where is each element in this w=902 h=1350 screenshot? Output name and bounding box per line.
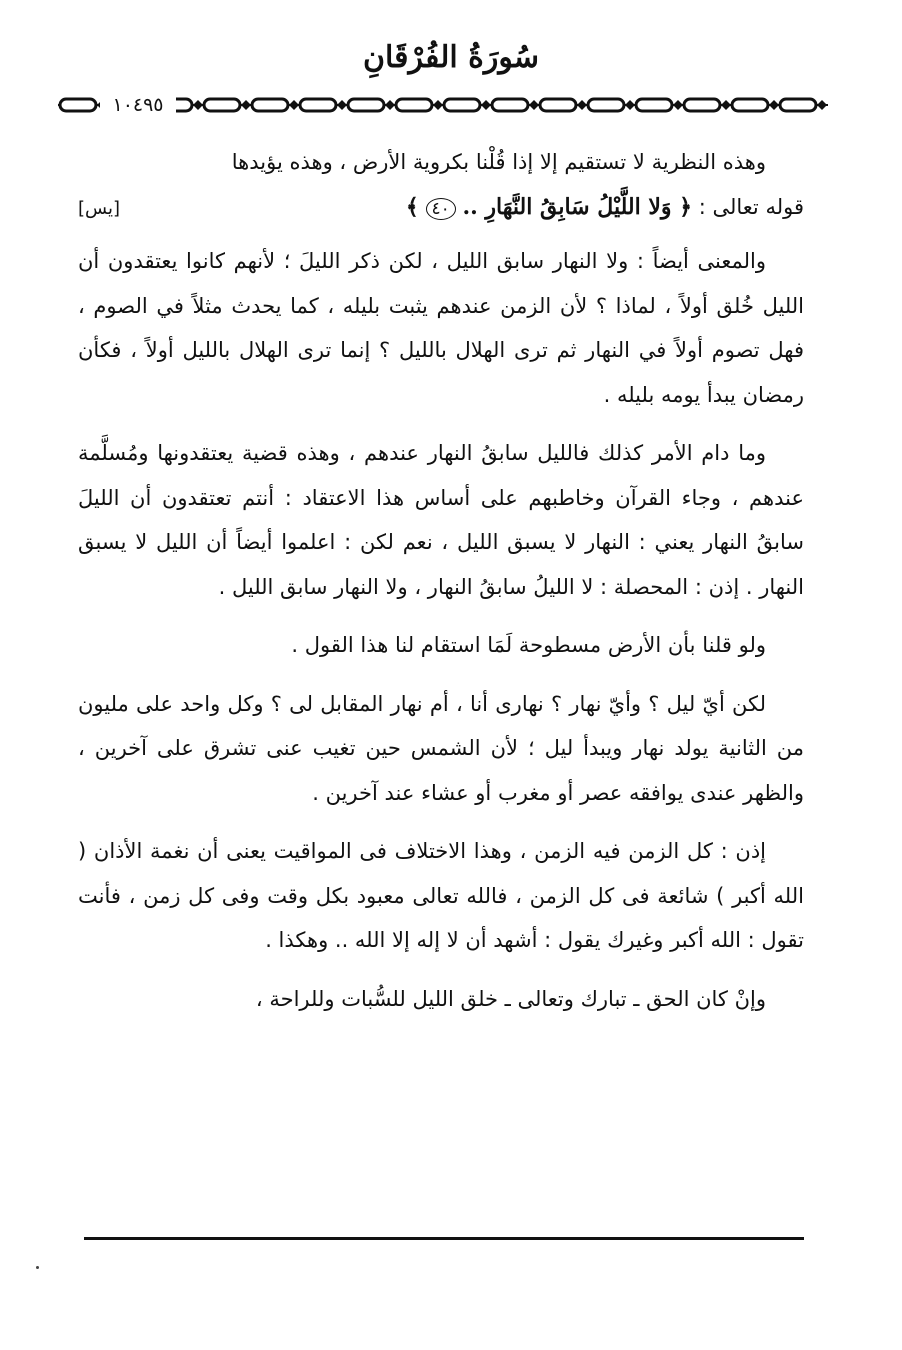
chain-diamond (481, 100, 491, 110)
paragraph-6: إذن : كل الزمن فيه الزمن ، وهذا الاختلاف فى المواقيت يعنى أن نغمة الأذان ( الله أكبر ) شائعة فى كل الزمن ، فالله تعالى معبود بكل وقت وفى كل زمن ، فأنت تقول : الله أكبر وغيرك يقول : أشهد أن لا إله إلا الله .. وهكذا . (78, 839, 804, 952)
paragraph-1-line-1: وهذه النظرية لا تستقيم إلا إذا قُلْنا بكروية الأرض ، وهذه يؤيدها (231, 150, 766, 174)
chain-diamond (433, 100, 443, 110)
chain-link (780, 99, 816, 111)
chain-diamond (625, 100, 635, 110)
chain-link (252, 99, 288, 111)
paragraph-2: والمعنى أيضاً : ولا النهار سابق الليل ، لكن ذكر الليلَ ؛ لأنهم كانوا يعتقدون أن الليل خُلق أولاً ، لماذا ؟ لأن الزمن عندهم يثبت بليله ، كما يحدث مثلاً في الصوم ، فهل تصوم أولاً في النهار ثم ترى الهلال بالليل ؟ إنما ترى الهلال بالليل أولاً ، فكأن رمضان يبدأ يومه بليله . (78, 249, 804, 407)
chain-diamond (769, 100, 779, 110)
scan-speck (36, 1266, 39, 1269)
chain-link (348, 99, 384, 111)
verse-citation (406, 185, 804, 230)
chain-diamond (673, 100, 683, 110)
paragraph-1 (78, 140, 804, 231)
chain-link (684, 99, 720, 111)
chain-link (300, 99, 336, 111)
chain-link (444, 99, 480, 111)
verse-lead: قوله تعالى : (698, 194, 804, 219)
quran-verse: ﴿ وَلا اللَّيْلُ سَابِقُ النَّهَارِ .. (462, 193, 693, 220)
chain-link (60, 99, 96, 111)
paragraph-4: ولو قلنا بأن الأرض مسطوحة لَمَا استقام لنا هذا القول . (291, 633, 766, 657)
chain-diamond (289, 100, 299, 110)
chain-diamond (193, 100, 203, 110)
verse-number-marker: ٤٠ (426, 198, 456, 220)
chain-link (204, 99, 240, 111)
surah-title: سُورَةُ الفُرْقَانِ (362, 40, 539, 75)
surah-reference: [يس] (78, 197, 121, 219)
verse-close-bracket: ﴾ (405, 193, 419, 220)
chain-diamond (241, 100, 251, 110)
chain-link (492, 99, 528, 111)
verse-citation-line (78, 185, 804, 232)
chain-link (588, 99, 624, 111)
body-text (78, 140, 804, 1035)
chain-link (540, 99, 576, 111)
paragraph-3: وما دام الأمر كذلك فالليل سابقُ النهار عندهم ، وهذه قضية يعتقدونها ومُسلَّمة عندهم ، وجاء القرآن وخاطبهم على أساس هذا الاعتقاد : أنتم تعتقدون أن الليلَ سابقُ النهار يعني : النهار لا يسبق الليل ، نعم لكن : اعلموا أيضاً أن الليل لا يسبق النهار . إذن : المحصلة : لا الليلُ سابقُ النهار ، ولا النهار سابق الليل . (78, 441, 804, 599)
page-number: ١٠٤٩٥ (100, 94, 176, 116)
chain-link (636, 99, 672, 111)
paragraph-5: لكن أيّ ليل ؟ وأيّ نهار ؟ نهارى أنا ، أم نهار المقابل لى ؟ وكل واحد على مليون من الثانية يولد نهار ويبدأ ليل ؛ لأن الشمس حين تغيب عنى تشرق على آخرين ، والظهر عندى يوافقه عصر أو مغرب أو عشاء عند آخرين . (78, 691, 804, 805)
footer-rule (84, 1237, 804, 1240)
chain-link (732, 99, 768, 111)
chain-diamond (577, 100, 587, 110)
chain-diamond (529, 100, 539, 110)
chain-diamond (817, 100, 827, 110)
chain-diamond (721, 100, 731, 110)
paragraph-7: وإنْ كان الحق ـ تبارك وتعالى ـ خلق الليل للسُّبات وللراحة ، (255, 986, 766, 1011)
chain-diamond (385, 100, 395, 110)
chain-diamond (337, 100, 347, 110)
chain-link (396, 99, 432, 111)
